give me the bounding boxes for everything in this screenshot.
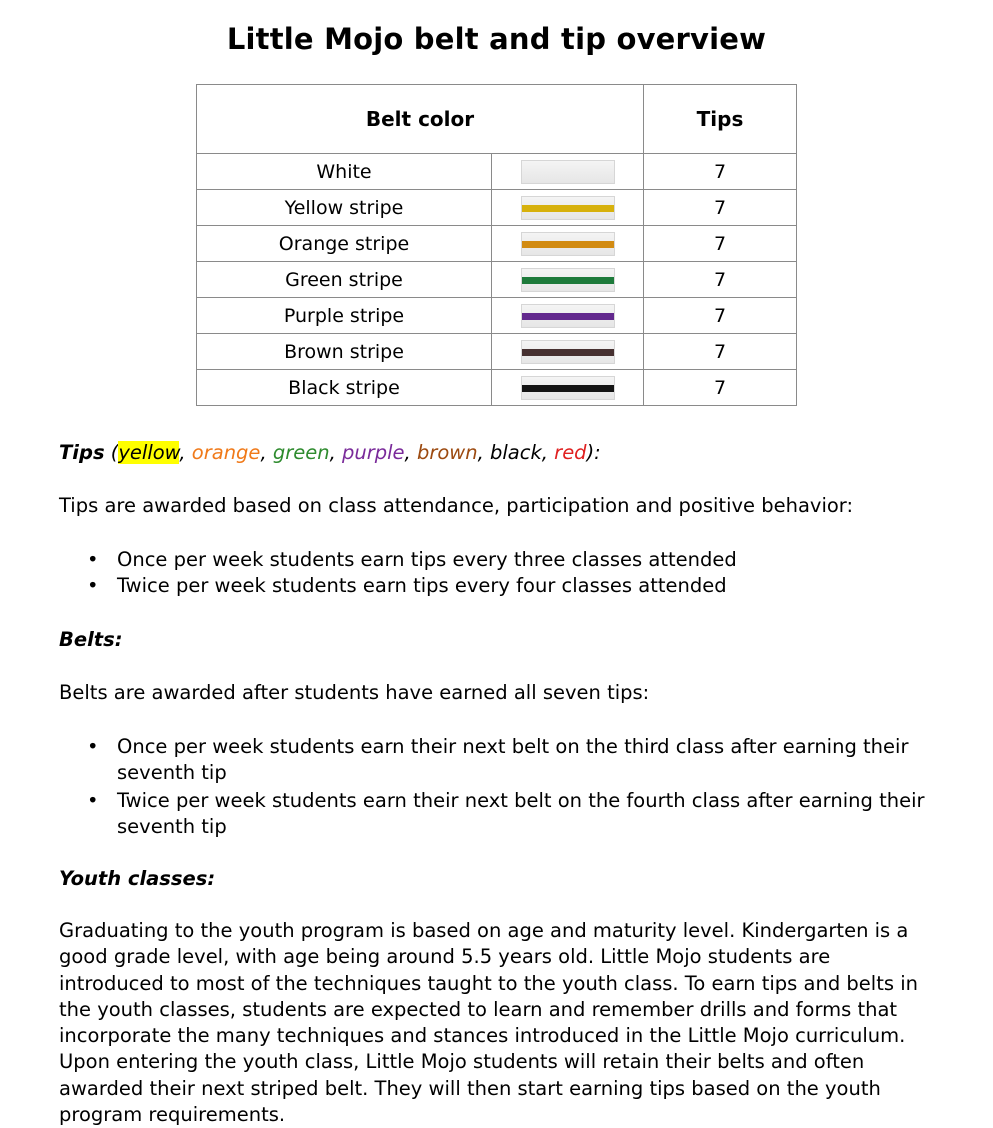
belts-intro: Belts are awarded after students have earned all seven tips:	[59, 681, 650, 704]
belt-tips-count: 7	[644, 190, 797, 226]
belt-tip-table	[196, 84, 797, 406]
belt-name: Green stripe	[197, 262, 492, 298]
table-row	[197, 298, 797, 334]
belt-name: Orange stripe	[197, 226, 492, 262]
belt-name: Purple stripe	[197, 298, 492, 334]
belt-tips-count: 7	[644, 298, 797, 334]
tips-separator: ,	[404, 441, 417, 464]
tips-separator: ,	[541, 441, 555, 464]
belt-swatch	[521, 196, 615, 220]
tips-separator: ,	[260, 441, 273, 464]
belt-tips-count: 7	[644, 262, 797, 298]
belt-tips-count: 7	[644, 226, 797, 262]
header-tips: Tips	[644, 85, 797, 154]
table-row	[197, 190, 797, 226]
belt-tips-count: 7	[644, 370, 797, 406]
belt-swatch	[521, 304, 615, 328]
belt-swatch	[521, 160, 615, 184]
tips-separator: ,	[329, 441, 342, 464]
tips-heading: Tips	[59, 441, 105, 464]
list-item: • Twice per week students earn their next belt on the fourth class after earning their seventh tip	[59, 788, 933, 840]
belt-swatch-cell	[492, 262, 644, 298]
table-header-row	[197, 85, 797, 154]
tips-separator: ,	[477, 441, 490, 464]
tip-color-red: red	[554, 441, 587, 464]
table-row	[197, 334, 797, 370]
list-item: • Once per week students earn tips every three classes attended	[59, 547, 933, 573]
table-row	[197, 154, 797, 190]
belt-swatch-cell	[492, 154, 644, 190]
belt-stripe	[522, 385, 614, 392]
tip-color-yellow: yellow	[118, 441, 180, 464]
tip-color-brown: brown	[416, 441, 478, 464]
tip-color-green: green	[272, 441, 330, 464]
belt-swatch-cell	[492, 226, 644, 262]
belt-swatch-cell	[492, 298, 644, 334]
belts-heading: Belts:	[59, 628, 123, 651]
table-row	[197, 370, 797, 406]
list-item: • Twice per week students earn tips every four classes attended	[59, 573, 933, 599]
tips-intro: Tips are awarded based on class attendance, participation and positive behavior:	[59, 494, 854, 517]
tips-color-list	[105, 441, 601, 464]
belt-name: Yellow stripe	[197, 190, 492, 226]
table-row	[197, 262, 797, 298]
belt-name: White	[197, 154, 492, 190]
youth-paragraph: Graduating to the youth program is based on age and maturity level. Kindergarten is a good grade level, with age being around 5.5 years old. Little Mojo students are introduced to most of the techniques taught to the youth class. To earn tips and belts in the youth classes, students are expected to learn and remember drills and forms that incorporate the many techniques and stances introduced in the Little Mojo curriculum. Upon entering the youth class, Little Mojo students will retain their belts and often awarded their next striped belt. They will then start earning tips based on the youth program requirements.	[59, 919, 918, 1127]
belt-stripe	[522, 349, 614, 356]
tips-paren-close: ):	[586, 441, 601, 464]
header-belt-color: Belt color	[197, 85, 644, 154]
belt-swatch-cell	[492, 334, 644, 370]
list-item: • Once per week students earn their next belt on the third class after earning their seventh tip	[59, 734, 933, 786]
belt-stripe	[522, 205, 614, 212]
belt-name: Black stripe	[197, 370, 492, 406]
tip-color-black: black	[490, 441, 542, 464]
belt-swatch	[521, 232, 615, 256]
belt-stripe	[522, 241, 614, 248]
belt-tips-count: 7	[644, 334, 797, 370]
belts-bullet-list	[59, 734, 933, 840]
tip-color-orange: orange	[191, 441, 261, 464]
belt-swatch	[521, 376, 615, 400]
belt-swatch-cell	[492, 190, 644, 226]
belt-swatch-cell	[492, 370, 644, 406]
tips-heading-line	[59, 440, 933, 466]
tips-separator: ,	[179, 441, 192, 464]
tips-bullet-list	[59, 547, 933, 599]
belt-name: Brown stripe	[197, 334, 492, 370]
belt-rows	[197, 154, 797, 406]
page-title: Little Mojo belt and tip overview	[226, 22, 767, 56]
belt-swatch	[521, 340, 615, 364]
tip-color-purple: purple	[342, 441, 405, 464]
belt-stripe	[522, 277, 614, 284]
belt-tips-count: 7	[644, 154, 797, 190]
youth-heading: Youth classes:	[59, 867, 216, 890]
tips-paren-open: (	[104, 441, 119, 464]
belt-stripe	[522, 313, 614, 320]
belt-swatch	[521, 268, 615, 292]
table-row	[197, 226, 797, 262]
